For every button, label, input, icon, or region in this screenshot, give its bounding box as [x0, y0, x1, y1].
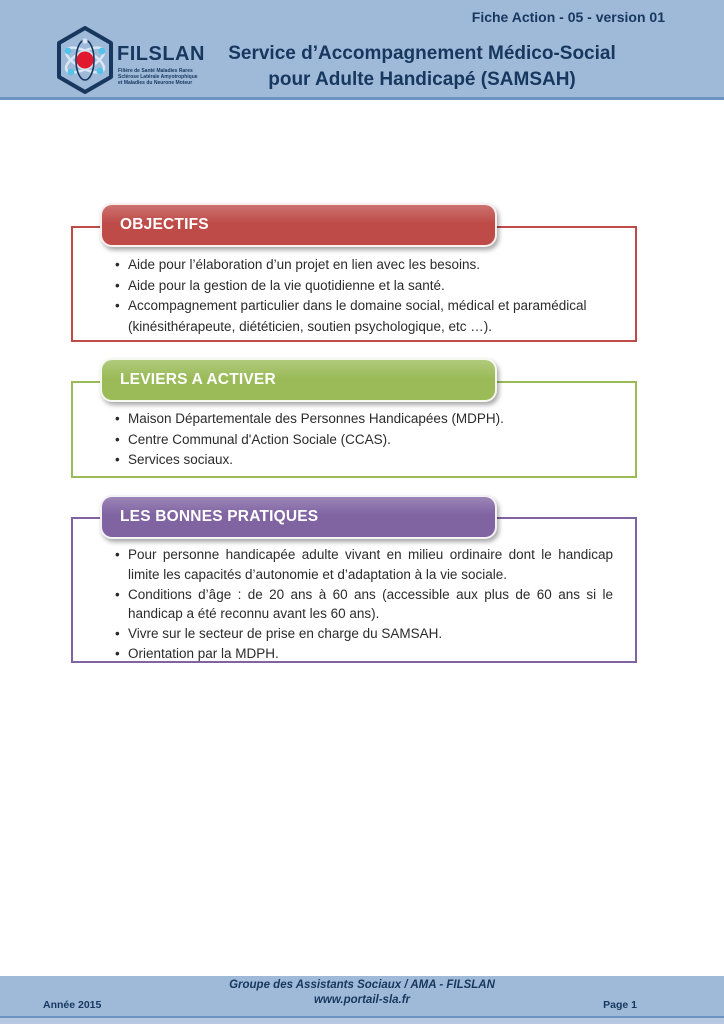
document-title-line2: pour Adulte Handicapé (SAMSAH) [268, 69, 576, 90]
bullet-item: • Services sociaux. [115, 450, 613, 471]
footer-org-line: Groupe des Assistants Sociaux / AMA - FILSLAN [229, 979, 495, 991]
footer-website: www.portail-sla.fr [313, 993, 411, 1006]
bonnes-pratiques-section-header: LES BONNES PRATIQUES [100, 495, 497, 539]
document-title-line1: Service d’Accompagnement Médico-Social [228, 43, 616, 64]
bullet-item: • Orientation par la MDPH. [115, 644, 613, 664]
logo-wordmark: FILSLAN [117, 43, 205, 65]
objectifs-section-header: OBJECTIFS [100, 203, 497, 247]
objectifs-list [115, 255, 613, 337]
leviers-section-header: LEVIERS A ACTIVER [100, 358, 497, 402]
logo-tagline-line2: Sclérose Latérale Amyotrophique [118, 74, 198, 80]
bullet-item: • Pour personne handicapée adulte vivant en milieu ordinaire dont le handicap limite les capacités d’autonomie et d’adaptation à la vie sociale. [115, 545, 613, 585]
fiche-action-label: Fiche Action - 05 - version 01 [471, 9, 665, 25]
bullet-item: • Vivre sur le secteur de prise en charge du SAMSAH. [115, 624, 613, 644]
document-title [180, 41, 664, 93]
logo-tagline-line1: Filière de Santé Maladies Rares [118, 68, 193, 74]
bullet-item: • Aide pour l’élaboration d’un projet en lien avec les besoins. [115, 255, 613, 276]
footer-year: Année 2015 [43, 999, 102, 1011]
logo-tagline-line3: et Maladies du Neurone Moteur [118, 80, 193, 86]
bullet-item: • Maison Départementale des Personnes Handicapées (MDPH). [115, 409, 613, 430]
bullet-item: • Aide pour la gestion de la vie quotidienne et la santé. [115, 276, 613, 297]
filslan-hexagon-atom-icon [56, 26, 114, 94]
header-band [0, 0, 724, 100]
bullet-item: • Conditions d’âge : de 20 ans à 60 ans (accessible aux plus de 60 ans si le handicap a été reconnu avant les 60 ans). [115, 585, 613, 625]
leviers-list [115, 409, 613, 471]
bonnes-pratiques-list [115, 545, 613, 664]
footer-bottom-strip [0, 1018, 724, 1024]
footer-page-number: Page 1 [603, 999, 637, 1011]
bullet-item: • Centre Communal d'Action Sociale (CCAS). [115, 430, 613, 451]
bullet-item: • Accompagnement particulier dans le domaine social, médical et paramédical (kinésithérapeute, diététicien, soutien psychologique, etc …). [115, 296, 613, 337]
